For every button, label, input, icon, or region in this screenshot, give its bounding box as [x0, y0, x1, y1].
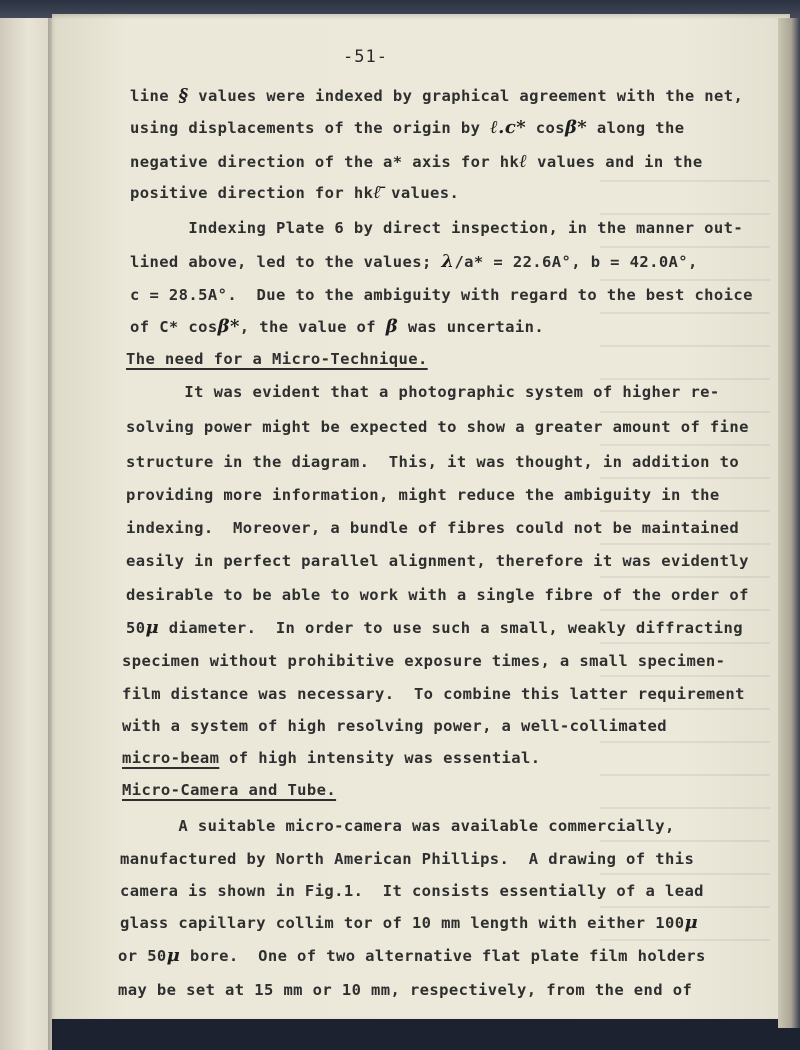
section-heading-micro-technique: The need for a Micro-Technique. [126, 350, 428, 368]
text-line-10: It was evident that a photographic system of higher re- [126, 383, 720, 401]
text-line-27: or 50μ bore. One of two alternative flat plate film holders [118, 945, 706, 966]
text-line-3: negative direction of the a* axis for hkℓ values and in the [130, 151, 703, 172]
text-line-5: Indexing Plate 6 by direct inspection, in the manner out- [130, 219, 744, 237]
text-line-8: of C* cosβ*, the value of β was uncertain. [130, 316, 545, 337]
text-line-20: with a system of high resolving power, a well-collimated [122, 717, 667, 735]
text-line-12: structure in the diagram. This, it was thought, in addition to [126, 453, 740, 471]
text-line-18: specimen without prohibitive exposure times, a small specimen- [122, 652, 726, 670]
text-line-2: using displacements of the origin by ℓ.c* cosβ* along the [130, 117, 685, 138]
text-line-13: providing more information, might reduce the ambiguity in the [126, 486, 720, 504]
text-line-15: easily in perfect parallel alignment, therefore it was evidently [126, 552, 749, 570]
text-line-16: desirable to be able to work with a single fibre of the order of [126, 586, 749, 604]
text-line-7: c = 28.5A°. Due to the ambiguity with regard to the best choice [130, 286, 753, 304]
text-line-24: manufactured by North American Phillips. A drawing of this [120, 850, 695, 868]
text-line-23: A suitable micro-camera was available commercially, [120, 817, 675, 835]
section-heading-micro-camera: Micro-Camera and Tube. [122, 781, 337, 799]
text-line-21: micro-beam of high intensity was essential. [122, 749, 541, 767]
text-line-6: lined above, led to the values; λ/a* = 22.6A°, b = 42.0A°, [130, 251, 698, 272]
text-line-11: solving power might be expected to show a greater amount of fine [126, 418, 749, 436]
text-line-28: may be set at 15 mm or 10 mm, respectively, from the end of [118, 981, 693, 999]
text-line-25: camera is shown in Fig.1. It consists essentially of a lead [120, 882, 704, 900]
text-line-14: indexing. Moreover, a bundle of fibres could not be maintained [126, 519, 740, 537]
text-line-1: line § values were indexed by graphical agreement with the net, [130, 85, 744, 106]
left-page-edge [0, 18, 52, 1050]
text-line-4: positive direction for hkℓ̄ values. [130, 182, 460, 203]
text-line-26: glass capillary collim tor of 10 mm length with either 100μ [120, 912, 699, 933]
text-line-17: 50μ diameter. In order to use such a small, weakly diffracting [126, 617, 743, 638]
text-line-19: film distance was necessary. To combine this latter requirement [122, 685, 745, 703]
right-page-edge [778, 18, 800, 1028]
page-number: -51- [343, 47, 388, 67]
